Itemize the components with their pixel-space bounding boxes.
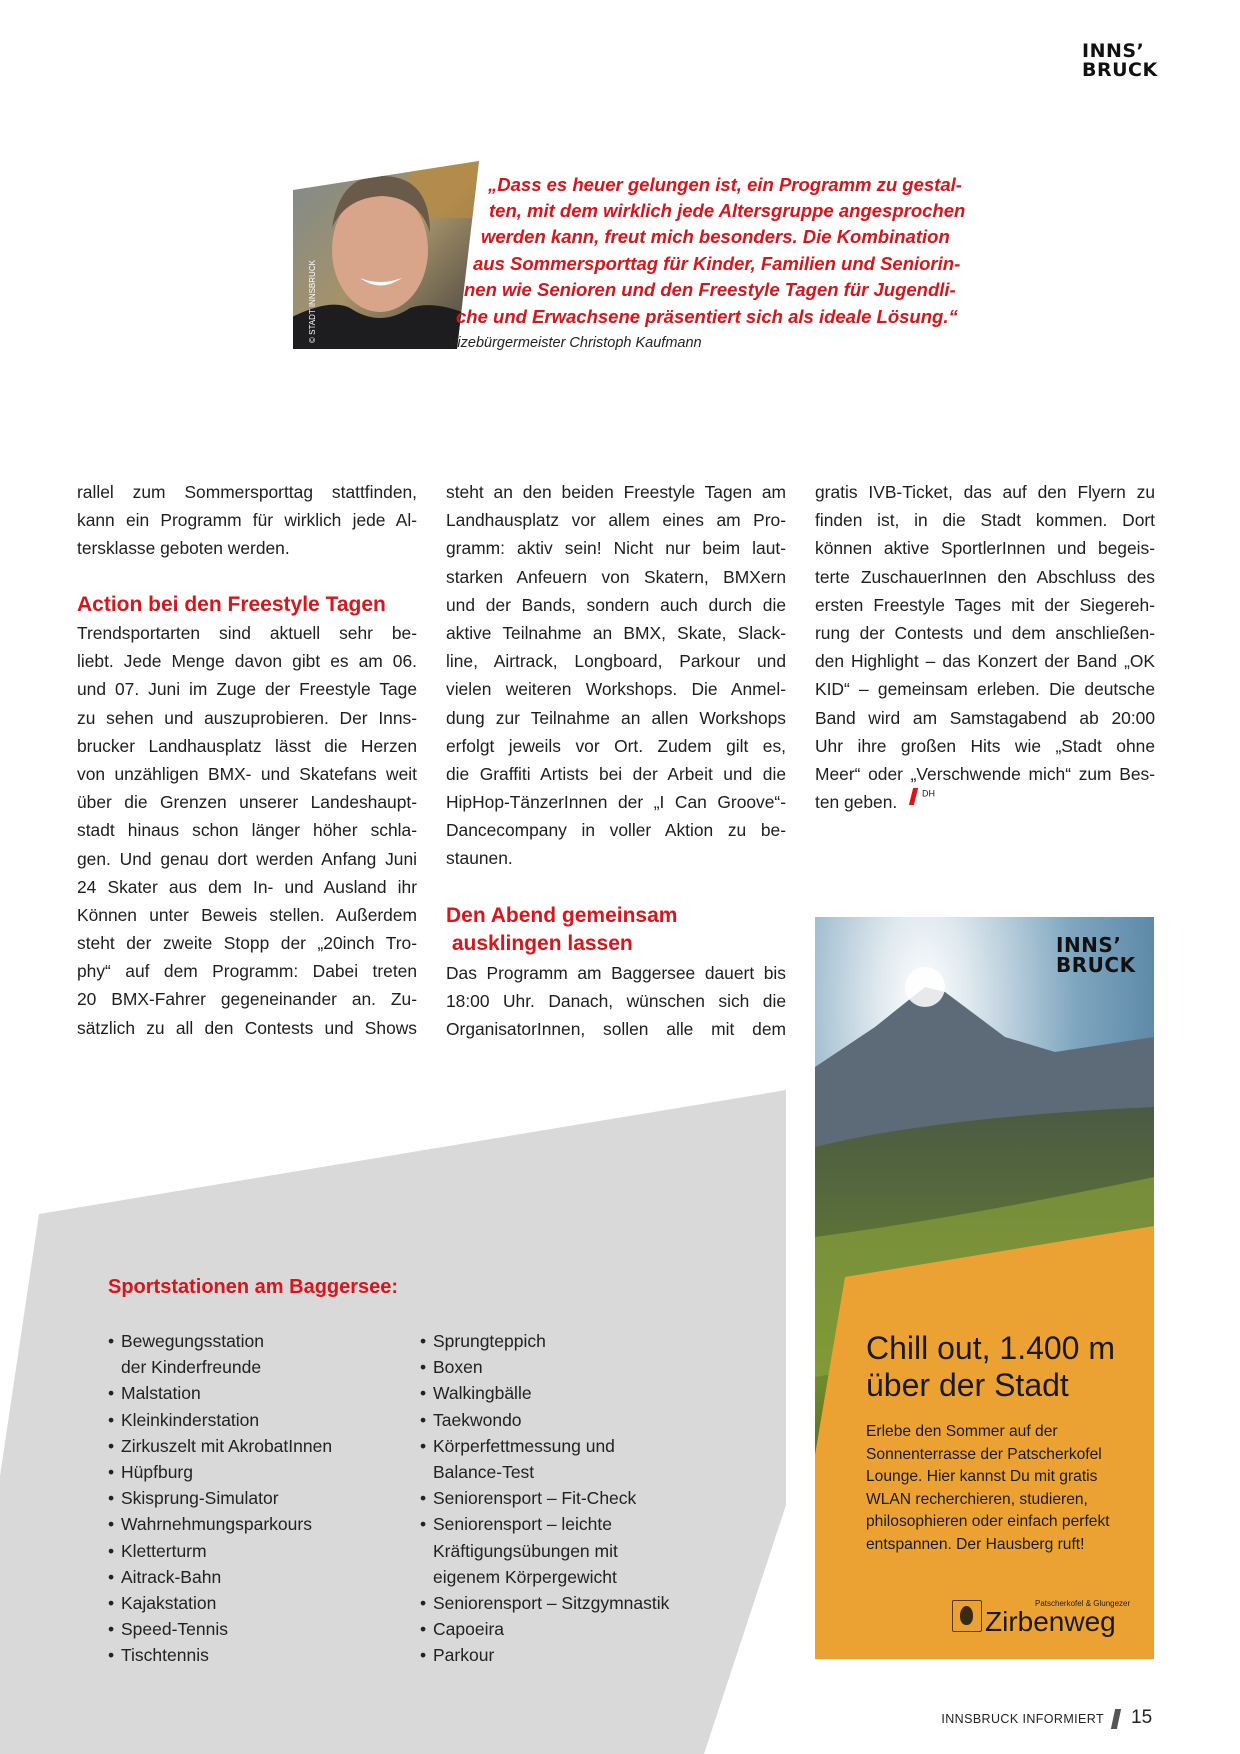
text-line: die Graffiti Artists bei der Arbeit und die <box>446 763 786 784</box>
station-item-continued <box>420 1459 669 1485</box>
text-line: 24 Skater aus dem In- und Ausland ihr <box>77 876 417 897</box>
quote-attribution: Vizebürgermeister Christoph Kaufmann <box>448 335 702 351</box>
logo-line2: BRUCK <box>1082 59 1158 81</box>
ad-logo-line1: INNS’ <box>1056 933 1122 957</box>
bullet: • <box>420 1488 427 1509</box>
station-label: Hüpfburg <box>121 1462 193 1483</box>
photo-credit: © STADT INNSBRUCK <box>308 260 317 343</box>
text-line: kann ein Programm für wirklich jede Al- <box>77 510 417 531</box>
text-line: line, Airtrack, Longboard, Parkour und <box>446 651 786 672</box>
ad-brand-subtitle: Patscherkofel & Glungezer <box>1035 1599 1131 1608</box>
article-col3 <box>815 478 1155 816</box>
article-col1 <box>77 478 417 563</box>
text-line: und der Bands, sondern auch durch die <box>446 594 786 615</box>
station-label: Körperfettmessung und <box>433 1435 615 1456</box>
text-line: ersten Freestyle Tages mit der Siegereh- <box>815 594 1155 615</box>
text-line: gramm: aktiv sein! Nicht nur beim laut- <box>446 538 786 559</box>
page-number: 15 <box>1131 1707 1153 1728</box>
text-line: gratis IVB-Ticket, das auf den Flyern zu <box>815 482 1155 502</box>
station-label: Balance-Test <box>433 1462 535 1483</box>
station-item <box>108 1590 332 1616</box>
quote-line: werden kann, freut mich besonders. Die Kombination <box>481 226 950 247</box>
quote-line: che und Erwachsene präsentiert sich als ideale Lösung.“ <box>456 306 958 327</box>
station-label: Bewegungsstation <box>121 1331 265 1351</box>
section-heading: Den Abend gemeinsam <box>446 904 678 927</box>
station-label: Malstation <box>121 1383 201 1404</box>
text-line: steht der zweite Stopp der „20inch Tro- <box>77 933 417 954</box>
station-label: Kräftigungsübungen mit <box>433 1540 618 1561</box>
text-line: rung der Contests und dem anschließen- <box>815 622 1155 643</box>
zirbenweg-ad <box>815 917 1154 1659</box>
station-item <box>420 1328 669 1354</box>
ad-body-line: philosophieren oder einfach perfekt <box>866 1513 1110 1531</box>
ad-headline-line2: über der Stadt <box>866 1367 1069 1403</box>
bullet: • <box>420 1409 427 1430</box>
station-label: Sprungteppich <box>433 1331 546 1351</box>
station-label: Speed-Tennis <box>121 1619 229 1640</box>
quote-line: ten, mit dem wirklich jede Altersgruppe angesprochen <box>489 200 966 221</box>
station-item <box>420 1642 669 1668</box>
text-line: OrganisatorInnen, sollen alle mit dem <box>446 1019 786 1040</box>
station-label: Taekwondo <box>433 1409 522 1430</box>
station-label: Skisprung-Simulator <box>121 1488 279 1509</box>
text-line: dung zur Teilnahme an allen Workshops <box>446 707 786 728</box>
bullet: • <box>108 1514 115 1535</box>
bullet: • <box>108 1383 115 1404</box>
text-line: den Highlight – das Konzert der Band „OK <box>815 651 1155 672</box>
article-col1-body <box>77 619 417 1042</box>
text-line: Meer“ oder „Verschwende mich“ zum Bes- <box>815 763 1155 784</box>
end-mark <box>903 788 935 808</box>
red-slash-icon <box>909 788 918 805</box>
station-item <box>420 1511 669 1537</box>
text-line: von unzähligen BMX- und Skatefans weit <box>77 763 417 784</box>
text-line: starken Anfeuern von Skatern, BMXern <box>446 566 786 587</box>
text-line: 18:00 Uhr. Danach, wünschen sich die <box>446 991 786 1012</box>
text-line: vielen weiteren Workshops. Die Anmel- <box>446 679 786 700</box>
text-line: HipHop-TänzerInnen der „I Can Groove“- <box>446 792 786 813</box>
station-label: Wahrnehmungsparkours <box>121 1514 312 1535</box>
bullet: • <box>420 1435 427 1456</box>
bullet: • <box>108 1331 115 1351</box>
station-label: Kletterturm <box>121 1540 207 1561</box>
text-line: Können unter Beweis stellen. Außerdem <box>77 904 417 925</box>
ad-innsbruck-logo <box>1056 935 1136 975</box>
station-label: eigenem Körpergewicht <box>433 1566 617 1587</box>
text-line: stadt hinaus schon länger höher schla- <box>77 820 417 841</box>
section-heading-line2: ausklingen lassen <box>446 932 633 955</box>
text-line: über die Grenzen unserer Landeshaupt- <box>77 792 417 813</box>
ad-body-line: WLAN recherchieren, studieren, <box>866 1490 1088 1508</box>
station-item <box>420 1433 669 1459</box>
text-line: rallel zum Sommersporttag stattfinden, <box>77 482 417 502</box>
section-heading: Action bei den Freestyle Tagen <box>77 593 386 616</box>
station-label: der Kinderfreunde <box>121 1357 262 1378</box>
station-label: Kleinkinderstation <box>121 1409 260 1430</box>
station-item <box>108 1564 332 1590</box>
station-item <box>420 1485 669 1511</box>
text-line: steht an den beiden Freestyle Tagen am <box>446 482 786 502</box>
text-line: gen. Und genau dort werden Anfang Juni <box>77 848 417 869</box>
station-label: Boxen <box>433 1357 483 1378</box>
bullet: • <box>420 1645 427 1666</box>
station-item <box>108 1538 332 1564</box>
bullet: • <box>108 1566 115 1587</box>
station-item <box>420 1616 669 1642</box>
ad-body-line: Lounge. Hier kannst Du mit gratis <box>866 1468 1098 1486</box>
text-line: Trendsportarten sind aktuell sehr be- <box>77 623 417 643</box>
text-line: sätzlich zu all den Contests und Shows <box>77 1017 417 1038</box>
bullet: • <box>420 1357 427 1378</box>
text-line: Band wird am Samstagabend ab 20:00 <box>815 707 1155 728</box>
station-item <box>420 1354 669 1380</box>
quote-line: nen wie Senioren und den Freestyle Tagen für Jugendli- <box>464 279 956 300</box>
text-line: können aktive SportlerInnen und begeis- <box>815 538 1155 559</box>
station-label: Zirkuszelt mit AkrobatInnen <box>121 1435 333 1456</box>
station-label: Kajakstation <box>121 1593 217 1614</box>
stations-title: Sportstationen am Baggersee: <box>108 1276 399 1298</box>
station-item <box>108 1642 332 1668</box>
station-label: Capoeira <box>433 1619 505 1640</box>
bullet: • <box>108 1435 115 1456</box>
station-item <box>108 1433 332 1459</box>
author-initials: DH <box>922 788 935 799</box>
station-item <box>108 1380 332 1406</box>
bullet: • <box>108 1409 115 1430</box>
bullet: • <box>108 1462 115 1483</box>
ad-body-line: entspannen. Der Hausberg ruft! <box>866 1535 1085 1553</box>
ad-body <box>866 1421 1110 1557</box>
text-line: aktive Teilnahme an BMX, Skate, Slack- <box>446 622 786 643</box>
bullet: • <box>420 1331 427 1351</box>
station-item-continued <box>420 1564 669 1590</box>
stations-list-1 <box>108 1328 332 1669</box>
text-line: KID“ – gemeinsam erleben. Die deutsche <box>815 679 1155 700</box>
bullet: • <box>420 1514 427 1535</box>
text-line: terte ZuschauerInnen den Abschluss des <box>815 566 1155 587</box>
station-item <box>108 1485 332 1511</box>
text-line: ten geben. <box>815 792 898 813</box>
quote-line: „Dass es heuer gelungen ist, ein Programm zu gestal- <box>488 174 962 195</box>
text-line: finden ist, in die Stadt kommen. Dort <box>815 510 1155 531</box>
station-label: Tischtennis <box>121 1645 209 1666</box>
text-line: staunen. <box>446 848 513 869</box>
footer-publication: INNSBRUCK INFORMIERT <box>941 1712 1104 1726</box>
text-line: Das Programm am Baggersee dauert bis <box>446 963 786 983</box>
station-label: Parkour <box>433 1645 495 1666</box>
station-item <box>420 1407 669 1433</box>
station-item-continued <box>420 1538 669 1564</box>
station-item <box>108 1328 332 1354</box>
station-item <box>108 1459 332 1485</box>
text-line: phy“ auf dem Programm: Dabei treten <box>77 961 417 982</box>
station-label: Seniorensport – Fit-Check <box>433 1488 637 1509</box>
bullet: • <box>108 1645 115 1666</box>
station-item-continued <box>108 1354 332 1380</box>
text-line: Dancecompany in voller Aktion zu be- <box>446 820 786 841</box>
text-line: zu sehen und auszuprobieren. Der Inns- <box>77 707 417 728</box>
quote-line: aus Sommersporttag für Kinder, Familien und Seniorin- <box>473 253 961 274</box>
station-label: Seniorensport – Sitzgymnastik <box>433 1593 670 1614</box>
text-line: Landhausplatz vor allem eines am Pro- <box>446 510 786 531</box>
ad-brand: Zirbenweg <box>985 1606 1116 1637</box>
station-label: Aitrack-Bahn <box>121 1566 222 1587</box>
station-item <box>420 1590 669 1616</box>
bullet: • <box>108 1488 115 1509</box>
bullet: • <box>420 1619 427 1640</box>
text-line: 20 BMX-Fahrer gegeneinander an. Zu- <box>77 989 417 1010</box>
bullet: • <box>108 1540 115 1561</box>
station-label: Walkingbälle <box>433 1383 532 1404</box>
text-line: und 07. Juni im Zuge der Freestyle Tage <box>77 679 417 700</box>
article-col2-body <box>446 959 786 1044</box>
stations-list-2 <box>420 1328 669 1669</box>
ad-body-line: Erlebe den Sommer auf der <box>866 1423 1058 1440</box>
station-item <box>108 1407 332 1433</box>
bullet: • <box>108 1619 115 1640</box>
ad-body-line: Sonnenterrasse der Patscherkofel <box>866 1445 1102 1463</box>
text-line: Uhr ihre großen Hits wie „Stadt ohne <box>815 735 1155 756</box>
ad-logo-line2: BRUCK <box>1056 953 1136 977</box>
logo-line1: INNS’ <box>1082 40 1145 62</box>
article-col2 <box>446 478 786 873</box>
ad-headline: Chill out, 1.400 m <box>866 1330 1116 1366</box>
text-line: tersklasse geboten werden. <box>77 538 290 559</box>
text-line: liebt. Jede Menge davon gibt es am 06. <box>77 651 417 672</box>
station-item <box>108 1511 332 1537</box>
text-line: brucker Landhausplatz lässt die Herzen <box>77 735 417 756</box>
text-line: erfolgt jeweils vor Ort. Zudem gilt es, <box>446 735 786 756</box>
station-label: Seniorensport – leichte <box>433 1514 612 1535</box>
bullet: • <box>420 1383 427 1404</box>
pinecone-icon <box>952 1600 982 1632</box>
bullet: • <box>420 1593 427 1614</box>
station-item <box>420 1380 669 1406</box>
bullet: • <box>108 1593 115 1614</box>
station-item <box>108 1616 332 1642</box>
